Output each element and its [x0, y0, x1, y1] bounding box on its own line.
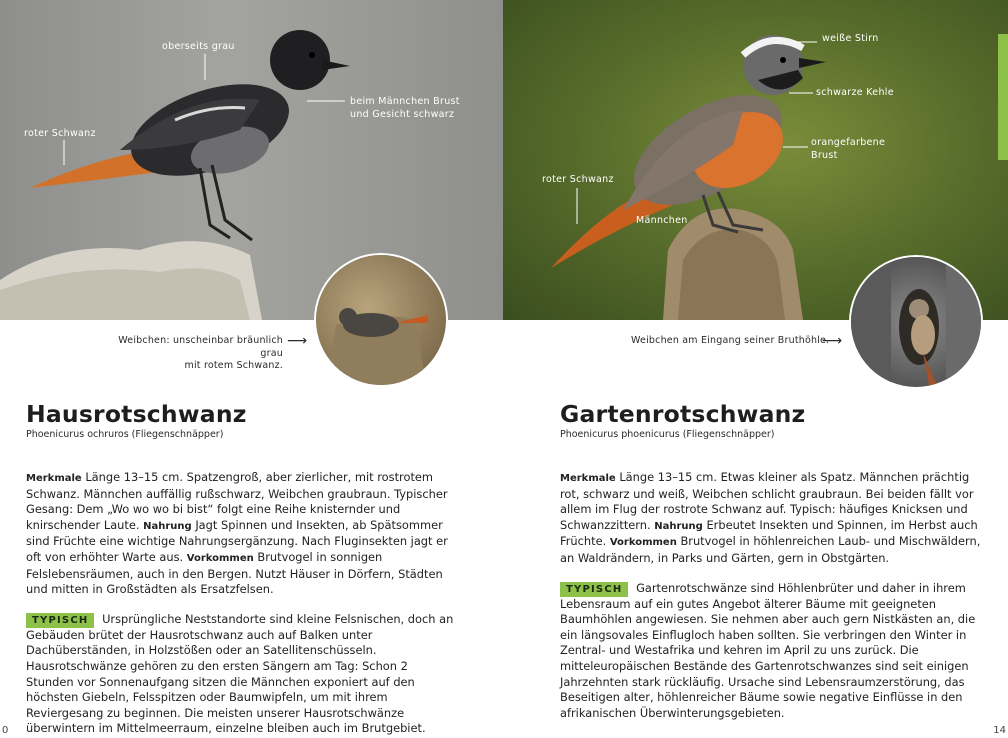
species-entry-gartenrotschwanz	[560, 398, 988, 721]
typisch-text: Gartenrotschwänze sind Höhlenbrüter und daher in ihrem Lebensraum auf ein gutes Angebot älterer Bäume mit geeigneten Baumhöhlen angewiesen. Sie nehmen aber auch gern Nistkästen an, die ein längsovales Einflugloch haben sollten. Sie verbringen den Winter in Zentral- und Westafrika und kehren im April zu uns zurück. Die mitteleuropäischen Bestände des Gartenrotschwanzes sind seit einigen Jahrzehnten stark rückläufig. Ursache sind Lebensraumzerstörung, das Beseitigen alter, höhlenreicher Bäume sowie negative Einflüsse in den afrikanischen Überwinterungsgebieten.	[560, 580, 976, 720]
merkmale-text: Länge 13–15 cm. Etwas kleiner als Spatz. Männchen prächtig rot, schwarz und weiß, Weibchen schlicht graubraun. Bei beiden fällt vor allem im Flug der rostrote Schwanz auf. Typisch: häufiges Knicksen und Schwanzzittern.	[560, 470, 974, 532]
species-subtitle: Phoenicurus phoenicurus (Fliegenschnäpper)	[560, 429, 775, 440]
typisch-paragraph	[560, 581, 988, 722]
black-redstart-photo	[0, 0, 503, 320]
typisch-paragraph	[26, 612, 454, 737]
callout-stirn: weiße Stirn	[822, 33, 879, 44]
arrow-right-icon: ⟶	[822, 333, 843, 349]
typisch-badge: TYPISCH	[560, 582, 628, 597]
vorkommen-label: Vorkommen	[186, 552, 254, 564]
nahrung-text: Jagt Spinnen und Insekten, ab Spätsommer sind Früchte eine wichtige Nahrungsergänzung. Nach Fluginsekten jagt er oft von erhöhter Warte aus.	[26, 517, 448, 564]
female-common-redstart-inset	[851, 257, 981, 387]
nahrung-text: Erbeutet Insekten und Spinnen, im Herbst auch Früchte.	[560, 517, 978, 549]
merkmale-label: Merkmale	[560, 473, 616, 484]
typisch-badge: TYPISCH	[26, 613, 94, 628]
callout-brust-line1: beim Männchen Brust	[350, 96, 460, 107]
species-title: Hausrotschwanz	[26, 400, 247, 428]
typisch-text: Ursprüngliche Neststandorte sind kleine Felsnischen, doch an Gebäuden brütet der Hausrotschwanz auch auf Balken unter Dachüberständen, in Holzstößen oder an Satellitenschüsseln. Hausrotschwänze gehören zu den ersten Sängern am Tag: Schon 2 Stunden vor Sonnenaufgang sitzen die Männchen exponiert auf den höchsten Giebeln, Felsspitzen oder Baumwipfeln, um mit ihrem Reviergesang zu beginnen. Die meisten unserer Hausrotschwänze überwintern im Mittelmeerraum, einzelne bleiben auch im Brutgebiet.	[26, 611, 454, 736]
callout-schwanz: roter Schwanz	[542, 174, 614, 185]
vorkommen-text: Brutvogel in sonnigen Felslebensräumen, auch in den Bergen. Nutzt Häuser in Dörfern, Städten und mitten in Großstädten als Ersatzfelsen.	[26, 549, 443, 597]
inset-caption-left	[103, 335, 283, 373]
species-title: Gartenrotschwanz	[560, 400, 806, 428]
vorkommen-text: Brutvogel in höhlenreichen Laub- und Mischwäldern, an Waldrändern, in Parks und Gärten, gern in Obstgärten.	[560, 534, 981, 565]
vorkommen-label: Vorkommen	[609, 537, 677, 549]
callout-brust-line2: und Gesicht schwarz	[350, 109, 455, 120]
callout-brust-line2: Brust	[811, 150, 838, 161]
chapter-tab	[998, 34, 1008, 160]
arrow-right-icon: ⟶	[287, 333, 308, 349]
callout-kehle: schwarze Kehle	[816, 87, 894, 98]
description-paragraph	[560, 470, 988, 567]
merkmale-text: Länge 13–15 cm. Spatzengroß, aber zierlicher, mit rostrotem Schwanz. Männchen auffällig rußschwarz, Weibchen graubraun. Typischer Gesang: Dem „Wo wo wo bi bist“ folgt eine Reihe knisternder und knirschender Laute.	[26, 470, 448, 532]
page-number-left: 0	[2, 725, 9, 736]
inset-caption-right: Weibchen am Eingang seiner Bruthöhle.	[631, 335, 830, 346]
nahrung-label: Nahrung	[654, 520, 703, 532]
description-paragraph	[26, 470, 454, 598]
callout-brust-line1: orangefarbene	[811, 137, 886, 148]
inset-caption-left-line1: Weibchen: unscheinbar bräunlich grau	[118, 335, 283, 359]
merkmale-label: Merkmale	[26, 473, 82, 484]
page-number-right: 14	[993, 725, 1006, 736]
callout-oberseits: oberseits grau	[162, 41, 235, 52]
species-subtitle: Phoenicurus ochruros (Fliegenschnäpper)	[26, 429, 224, 440]
inset-caption-left-line2: mit rotem Schwanz.	[184, 360, 283, 371]
callout-schwanz: roter Schwanz	[24, 128, 96, 139]
black-redstart-illustration	[0, 0, 503, 320]
female-black-redstart-inset	[316, 255, 446, 385]
species-entry-hausrotschwanz	[26, 398, 454, 737]
nahrung-label: Nahrung	[143, 520, 192, 532]
callout-maennchen: Männchen	[636, 215, 688, 226]
